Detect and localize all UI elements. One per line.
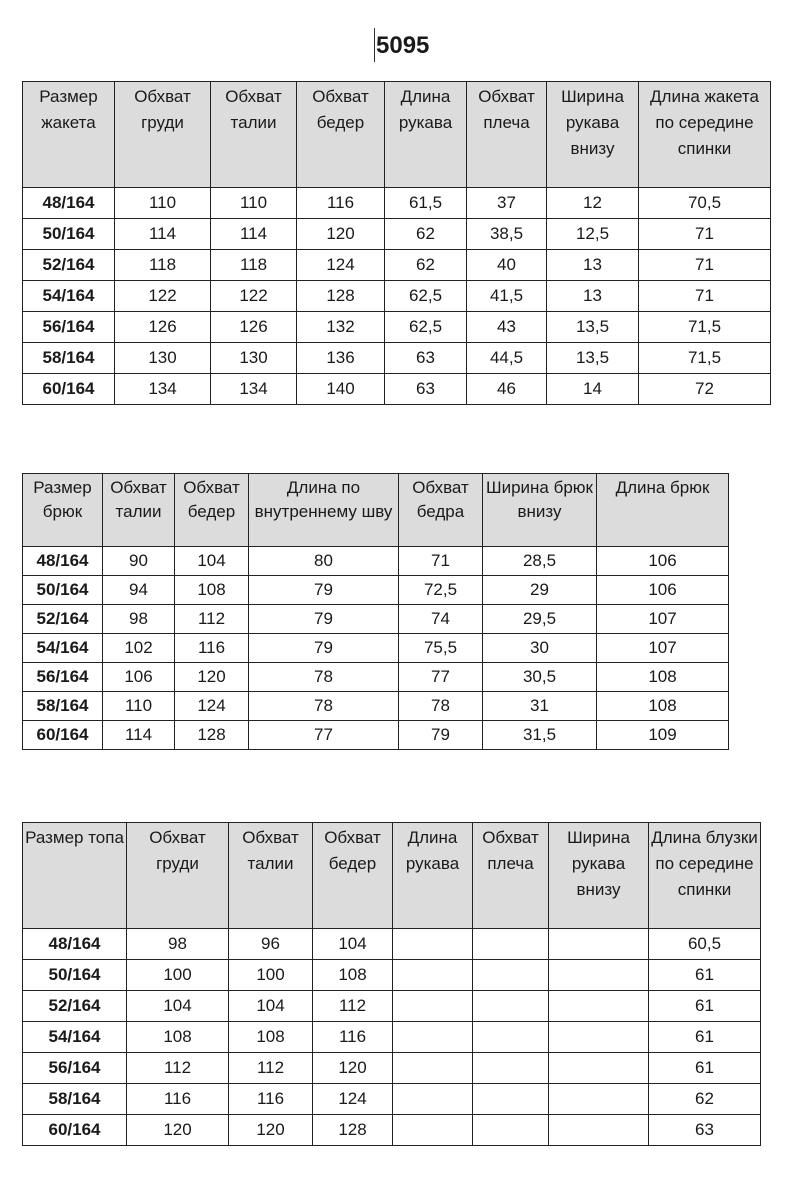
column-header: Обхват бедра xyxy=(399,474,483,547)
value-cell: 13 xyxy=(547,250,639,281)
value-cell: 77 xyxy=(249,721,399,750)
value-cell: 78 xyxy=(249,692,399,721)
value-cell: 128 xyxy=(175,721,249,750)
value-cell: 100 xyxy=(229,960,313,991)
value-cell xyxy=(393,1022,473,1053)
value-cell: 122 xyxy=(115,281,211,312)
value-cell: 71,5 xyxy=(639,312,771,343)
value-cell: 31,5 xyxy=(483,721,597,750)
column-header: Длина рукава xyxy=(385,82,467,188)
column-header: Обхват бедер xyxy=(313,823,393,929)
column-header: Обхват талии xyxy=(211,82,297,188)
value-cell: 14 xyxy=(547,374,639,405)
table-row xyxy=(23,188,771,219)
value-cell: 90 xyxy=(103,547,175,576)
value-cell: 130 xyxy=(115,343,211,374)
table-row xyxy=(23,312,771,343)
value-cell: 108 xyxy=(127,1022,229,1053)
value-cell: 79 xyxy=(399,721,483,750)
value-cell: 106 xyxy=(597,547,729,576)
size-cell: 50/164 xyxy=(23,219,115,250)
column-header: Ширина рукава внизу xyxy=(549,823,649,929)
table-row xyxy=(23,374,771,405)
value-cell: 124 xyxy=(297,250,385,281)
value-cell: 108 xyxy=(597,663,729,692)
value-cell: 80 xyxy=(249,547,399,576)
value-cell: 134 xyxy=(115,374,211,405)
value-cell: 62 xyxy=(649,1084,761,1115)
value-cell: 108 xyxy=(313,960,393,991)
value-cell xyxy=(473,929,549,960)
value-cell: 12,5 xyxy=(547,219,639,250)
value-cell: 77 xyxy=(399,663,483,692)
value-cell: 116 xyxy=(313,1022,393,1053)
value-cell xyxy=(473,1115,549,1146)
value-cell: 60,5 xyxy=(649,929,761,960)
value-cell: 61,5 xyxy=(385,188,467,219)
value-cell: 114 xyxy=(115,219,211,250)
column-header: Длина брюк xyxy=(597,474,729,547)
value-cell: 104 xyxy=(313,929,393,960)
value-cell: 62,5 xyxy=(385,281,467,312)
value-cell xyxy=(549,929,649,960)
value-cell: 40 xyxy=(467,250,547,281)
value-cell: 109 xyxy=(597,721,729,750)
value-cell xyxy=(473,1084,549,1115)
size-cell: 56/164 xyxy=(23,663,103,692)
value-cell: 120 xyxy=(127,1115,229,1146)
value-cell: 108 xyxy=(597,692,729,721)
value-cell: 30 xyxy=(483,634,597,663)
value-cell: 70,5 xyxy=(639,188,771,219)
column-header: Ширина брюк внизу xyxy=(483,474,597,547)
column-header: Обхват груди xyxy=(115,82,211,188)
value-cell: 110 xyxy=(103,692,175,721)
column-header: Длина рукава xyxy=(393,823,473,929)
column-header: Обхват груди xyxy=(127,823,229,929)
value-cell: 112 xyxy=(313,991,393,1022)
value-cell: 120 xyxy=(313,1053,393,1084)
value-cell: 128 xyxy=(297,281,385,312)
value-cell: 29 xyxy=(483,576,597,605)
value-cell: 140 xyxy=(297,374,385,405)
column-header: Размер брюк xyxy=(23,474,103,547)
value-cell: 13,5 xyxy=(547,343,639,374)
column-header: Обхват бедер xyxy=(297,82,385,188)
size-cell: 58/164 xyxy=(23,692,103,721)
value-cell: 62 xyxy=(385,219,467,250)
table-row xyxy=(23,250,771,281)
value-cell: 114 xyxy=(103,721,175,750)
value-cell xyxy=(393,929,473,960)
size-cell: 52/164 xyxy=(23,991,127,1022)
value-cell: 71 xyxy=(399,547,483,576)
value-cell: 124 xyxy=(313,1084,393,1115)
value-cell xyxy=(549,1115,649,1146)
value-cell: 98 xyxy=(103,605,175,634)
value-cell xyxy=(393,1084,473,1115)
value-cell: 79 xyxy=(249,605,399,634)
column-header: Длина жакета по середине спинки xyxy=(639,82,771,188)
table-row xyxy=(23,1022,761,1053)
value-cell: 38,5 xyxy=(467,219,547,250)
size-cell: 54/164 xyxy=(23,634,103,663)
column-header: Обхват талии xyxy=(229,823,313,929)
value-cell: 116 xyxy=(127,1084,229,1115)
size-cell: 52/164 xyxy=(23,250,115,281)
table-row xyxy=(23,721,729,750)
value-cell: 112 xyxy=(229,1053,313,1084)
value-cell: 108 xyxy=(229,1022,313,1053)
size-cell: 60/164 xyxy=(23,1115,127,1146)
value-cell: 102 xyxy=(103,634,175,663)
value-cell: 71 xyxy=(639,219,771,250)
value-cell xyxy=(473,960,549,991)
value-cell: 79 xyxy=(249,576,399,605)
size-cell: 48/164 xyxy=(23,929,127,960)
page-title: 5095 xyxy=(376,32,430,59)
value-cell: 63 xyxy=(649,1115,761,1146)
column-header: Размер топа xyxy=(23,823,127,929)
value-cell: 61 xyxy=(649,1053,761,1084)
table-row xyxy=(23,663,729,692)
value-cell: 118 xyxy=(115,250,211,281)
size-cell: 60/164 xyxy=(23,721,103,750)
table-row xyxy=(23,1115,761,1146)
value-cell: 30,5 xyxy=(483,663,597,692)
value-cell: 106 xyxy=(103,663,175,692)
value-cell: 72,5 xyxy=(399,576,483,605)
value-cell: 29,5 xyxy=(483,605,597,634)
top-size-table xyxy=(22,822,761,1146)
value-cell: 79 xyxy=(249,634,399,663)
value-cell xyxy=(473,991,549,1022)
value-cell xyxy=(549,991,649,1022)
table-row xyxy=(23,692,729,721)
value-cell: 71,5 xyxy=(639,343,771,374)
table-row xyxy=(23,1084,761,1115)
column-header: Длина блузки по середине спинки xyxy=(649,823,761,929)
table-row xyxy=(23,547,729,576)
column-header: Обхват плеча xyxy=(467,82,547,188)
value-cell: 120 xyxy=(297,219,385,250)
size-cell: 48/164 xyxy=(23,547,103,576)
text-cursor xyxy=(374,28,375,62)
value-cell: 62,5 xyxy=(385,312,467,343)
value-cell xyxy=(393,1053,473,1084)
value-cell: 98 xyxy=(127,929,229,960)
value-cell: 132 xyxy=(297,312,385,343)
value-cell: 61 xyxy=(649,1022,761,1053)
size-cell: 58/164 xyxy=(23,1084,127,1115)
column-header: Обхват талии xyxy=(103,474,175,547)
value-cell xyxy=(549,1022,649,1053)
value-cell: 122 xyxy=(211,281,297,312)
table-row xyxy=(23,343,771,374)
value-cell: 124 xyxy=(175,692,249,721)
header-row xyxy=(23,823,761,929)
value-cell: 96 xyxy=(229,929,313,960)
size-cell: 56/164 xyxy=(23,312,115,343)
value-cell: 104 xyxy=(229,991,313,1022)
table-row xyxy=(23,991,761,1022)
value-cell: 46 xyxy=(467,374,547,405)
value-cell: 28,5 xyxy=(483,547,597,576)
value-cell: 13 xyxy=(547,281,639,312)
value-cell: 136 xyxy=(297,343,385,374)
value-cell: 63 xyxy=(385,374,467,405)
column-header: Обхват плеча xyxy=(473,823,549,929)
value-cell: 63 xyxy=(385,343,467,374)
value-cell: 12 xyxy=(547,188,639,219)
value-cell xyxy=(473,1053,549,1084)
value-cell: 72 xyxy=(639,374,771,405)
value-cell: 106 xyxy=(597,576,729,605)
value-cell: 116 xyxy=(297,188,385,219)
table-row xyxy=(23,929,761,960)
jacket-size-table xyxy=(22,81,771,405)
value-cell: 13,5 xyxy=(547,312,639,343)
value-cell xyxy=(393,960,473,991)
size-cell: 58/164 xyxy=(23,343,115,374)
value-cell: 71 xyxy=(639,250,771,281)
table-row xyxy=(23,605,729,634)
value-cell xyxy=(549,1084,649,1115)
value-cell: 110 xyxy=(115,188,211,219)
value-cell: 120 xyxy=(175,663,249,692)
value-cell: 74 xyxy=(399,605,483,634)
column-header: Ширина рукава внизу xyxy=(547,82,639,188)
value-cell xyxy=(393,1115,473,1146)
header-row xyxy=(23,474,729,547)
value-cell: 126 xyxy=(211,312,297,343)
value-cell: 94 xyxy=(103,576,175,605)
value-cell: 116 xyxy=(229,1084,313,1115)
value-cell: 78 xyxy=(399,692,483,721)
value-cell: 112 xyxy=(127,1053,229,1084)
value-cell: 41,5 xyxy=(467,281,547,312)
value-cell: 31 xyxy=(483,692,597,721)
table-row xyxy=(23,1053,761,1084)
value-cell: 104 xyxy=(175,547,249,576)
value-cell: 112 xyxy=(175,605,249,634)
value-cell: 110 xyxy=(211,188,297,219)
value-cell: 118 xyxy=(211,250,297,281)
trousers-size-table xyxy=(22,473,729,750)
size-cell: 54/164 xyxy=(23,1022,127,1053)
column-header: Размер жакета xyxy=(23,82,115,188)
size-cell: 50/164 xyxy=(23,576,103,605)
value-cell: 62 xyxy=(385,250,467,281)
column-header: Длина по внутреннему шву xyxy=(249,474,399,547)
value-cell xyxy=(549,1053,649,1084)
value-cell: 75,5 xyxy=(399,634,483,663)
value-cell: 108 xyxy=(175,576,249,605)
size-cell: 56/164 xyxy=(23,1053,127,1084)
value-cell: 126 xyxy=(115,312,211,343)
value-cell xyxy=(393,991,473,1022)
value-cell: 100 xyxy=(127,960,229,991)
header-row xyxy=(23,82,771,188)
table-row xyxy=(23,634,729,663)
column-header: Обхват бедер xyxy=(175,474,249,547)
table-row xyxy=(23,219,771,250)
value-cell: 44,5 xyxy=(467,343,547,374)
value-cell: 114 xyxy=(211,219,297,250)
table-row xyxy=(23,960,761,991)
table-row xyxy=(23,576,729,605)
value-cell xyxy=(549,960,649,991)
table-row xyxy=(23,281,771,312)
value-cell: 104 xyxy=(127,991,229,1022)
value-cell: 61 xyxy=(649,960,761,991)
size-cell: 50/164 xyxy=(23,960,127,991)
value-cell: 78 xyxy=(249,663,399,692)
value-cell: 107 xyxy=(597,605,729,634)
value-cell: 107 xyxy=(597,634,729,663)
value-cell: 128 xyxy=(313,1115,393,1146)
size-cell: 52/164 xyxy=(23,605,103,634)
value-cell xyxy=(473,1022,549,1053)
size-cell: 54/164 xyxy=(23,281,115,312)
value-cell: 130 xyxy=(211,343,297,374)
value-cell: 134 xyxy=(211,374,297,405)
value-cell: 61 xyxy=(649,991,761,1022)
size-cell: 60/164 xyxy=(23,374,115,405)
value-cell: 37 xyxy=(467,188,547,219)
value-cell: 71 xyxy=(639,281,771,312)
value-cell: 116 xyxy=(175,634,249,663)
size-cell: 48/164 xyxy=(23,188,115,219)
value-cell: 120 xyxy=(229,1115,313,1146)
value-cell: 43 xyxy=(467,312,547,343)
